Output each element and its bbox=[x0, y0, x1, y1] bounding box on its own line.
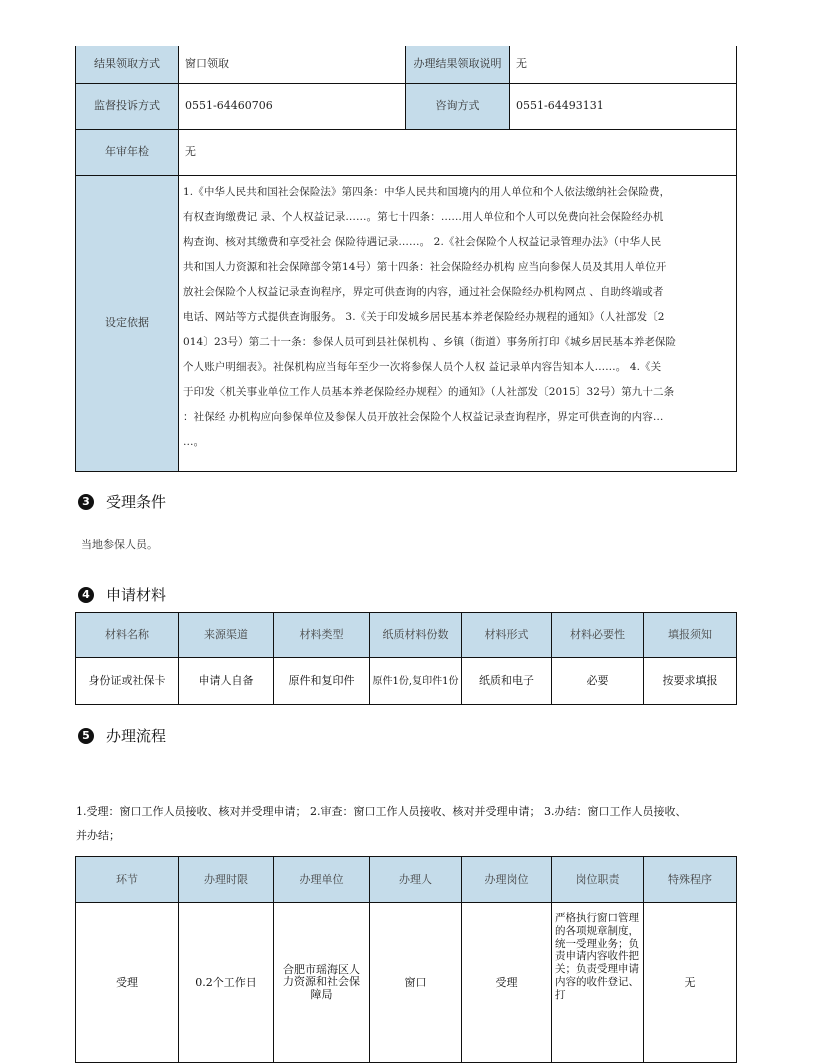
acceptance-text: 当地参保人员。 bbox=[81, 538, 158, 551]
complaint-value: 0551-64460706 bbox=[179, 83, 406, 129]
basis-line: 电话、网站等方式提供查询服务。 3.《关于印发城乡居民基本养老保险经办规程的通知》（人社部发〔2 bbox=[183, 310, 665, 323]
process-table bbox=[75, 856, 737, 1063]
table-row bbox=[76, 903, 737, 1063]
column-header: 填报须知 bbox=[644, 613, 737, 658]
column-header: 材料形式 bbox=[462, 613, 552, 658]
table-cell: 身份证或社保卡 bbox=[76, 658, 179, 705]
table-cell: 0.2个工作日 bbox=[179, 903, 274, 1063]
column-header: 岗位职责 bbox=[552, 857, 644, 903]
process-text-line: 1.受理：窗口工作人员接收、核对并受理申请； 2.审查：窗口工作人员接收、核对并受理申请； 3.办结：窗口工作人员接收、 bbox=[76, 805, 687, 818]
column-header: 环节 bbox=[76, 857, 179, 903]
table-cell: 窗口 bbox=[370, 903, 462, 1063]
basis-line: 有权查询缴费记 录、个人权益记录……。第七十四条：……用人单位和个人可以免费向社会保险经办机 bbox=[183, 210, 664, 223]
basis-label: 设定依据 bbox=[76, 175, 179, 471]
process-text-line: 并办结； bbox=[76, 829, 120, 842]
result-note-value: 无 bbox=[510, 46, 737, 83]
basis-text bbox=[179, 175, 737, 471]
section-heading-process bbox=[78, 725, 166, 746]
table-cell: 受理 bbox=[462, 903, 552, 1063]
column-header: 办理时限 bbox=[179, 857, 274, 903]
section-title: 办理流程 bbox=[106, 727, 167, 745]
info-row bbox=[76, 175, 737, 471]
complaint-label: 监督投诉方式 bbox=[76, 83, 179, 129]
result-method-value: 窗口领取 bbox=[179, 46, 406, 83]
column-header: 办理岗位 bbox=[462, 857, 552, 903]
materials-table bbox=[75, 612, 737, 705]
column-header: 来源渠道 bbox=[179, 613, 274, 658]
column-header: 办理人 bbox=[370, 857, 462, 903]
table-header-row bbox=[76, 857, 737, 903]
column-header: 纸质材料份数 bbox=[370, 613, 462, 658]
basis-line: 1.《中华人民共和国社会保险法》第四条：中华人民共和国境内的用人单位和个人依法缴纳社会保险费， bbox=[183, 185, 671, 198]
basis-line: …。 bbox=[183, 435, 205, 448]
section-title: 申请材料 bbox=[106, 586, 167, 604]
column-header: 特殊程序 bbox=[644, 857, 737, 903]
column-header: 材料名称 bbox=[76, 613, 179, 658]
basis-line: 个人账户明细表》。社保机构应当每年至少一次将参保人员个人权 益记录单内容告知本人……。 4.《关 bbox=[183, 360, 662, 373]
table-cell: 合肥市瑶海区人力资源和社会保障局 bbox=[274, 903, 370, 1063]
annual-value: 无 bbox=[179, 129, 737, 175]
section-number-icon: 3 bbox=[78, 494, 94, 510]
section-title: 受理条件 bbox=[106, 493, 167, 511]
basis-line: 放社会保险个人权益记录查询程序，界定可供查询的内容，通过社会保险经办机构网点 、自助终端或者 bbox=[183, 285, 664, 298]
result-note-label: 办理结果领取说明 bbox=[406, 46, 510, 83]
table-cell: 严格执行窗口管理的各项规章制度，统一受理业务；负责申请内容收件把关；负责受理申请内容的收件登记、打 bbox=[552, 903, 644, 1063]
basis-line: 构查询、核对其缴费和享受社会 保险待遇记录……。 2.《社会保险个人权益记录管理办法》（中华人民 bbox=[183, 235, 662, 248]
table-cell: 受理 bbox=[76, 903, 179, 1063]
column-header: 材料类型 bbox=[274, 613, 370, 658]
annual-label: 年审年检 bbox=[76, 129, 179, 175]
column-header: 材料必要性 bbox=[552, 613, 644, 658]
table-row bbox=[76, 658, 737, 705]
table-cell: 纸质和电子 bbox=[462, 658, 552, 705]
table-header-row bbox=[76, 613, 737, 658]
consult-value: 0551-64493131 bbox=[510, 83, 737, 129]
table-cell: 申请人自备 bbox=[179, 658, 274, 705]
basis-line: 共和国人力资源和社会保障部令第14号）第十四条：社会保险经办机构 应当向参保人员及其用人单位开 bbox=[183, 260, 667, 273]
table-cell: 原件和复印件 bbox=[274, 658, 370, 705]
section-heading-materials bbox=[78, 584, 166, 605]
table-cell: 必要 bbox=[552, 658, 644, 705]
info-row bbox=[76, 83, 737, 129]
section-number-icon: 4 bbox=[78, 587, 94, 603]
table-cell: 无 bbox=[644, 903, 737, 1063]
info-row bbox=[76, 129, 737, 175]
basis-line: 于印发〈机关事业单位工作人员基本养老保险经办规程〉的通知》（人社部发〔2015〕32号）第九十二条 bbox=[183, 385, 675, 398]
basis-line: ：社保经 办机构应向参保单位及参保人员开放社会保险个人权益记录查询程序，界定可供查询的内容… bbox=[183, 410, 664, 423]
result-method-label: 结果领取方式 bbox=[76, 46, 179, 83]
consult-label: 咨询方式 bbox=[406, 83, 510, 129]
table-cell: 原件1份,复印件1份 bbox=[370, 658, 462, 705]
section-heading-acceptance bbox=[78, 491, 166, 512]
info-row bbox=[76, 46, 737, 83]
section-number-icon: 5 bbox=[78, 728, 94, 744]
basis-line: 014〕23号）第二十一条：参保人员可到县社保机构 、乡镇（街道）事务所打印《城乡居民基本养老保险 bbox=[183, 335, 677, 348]
table-cell: 按要求填报 bbox=[644, 658, 737, 705]
column-header: 办理单位 bbox=[274, 857, 370, 903]
info-table bbox=[75, 46, 737, 472]
